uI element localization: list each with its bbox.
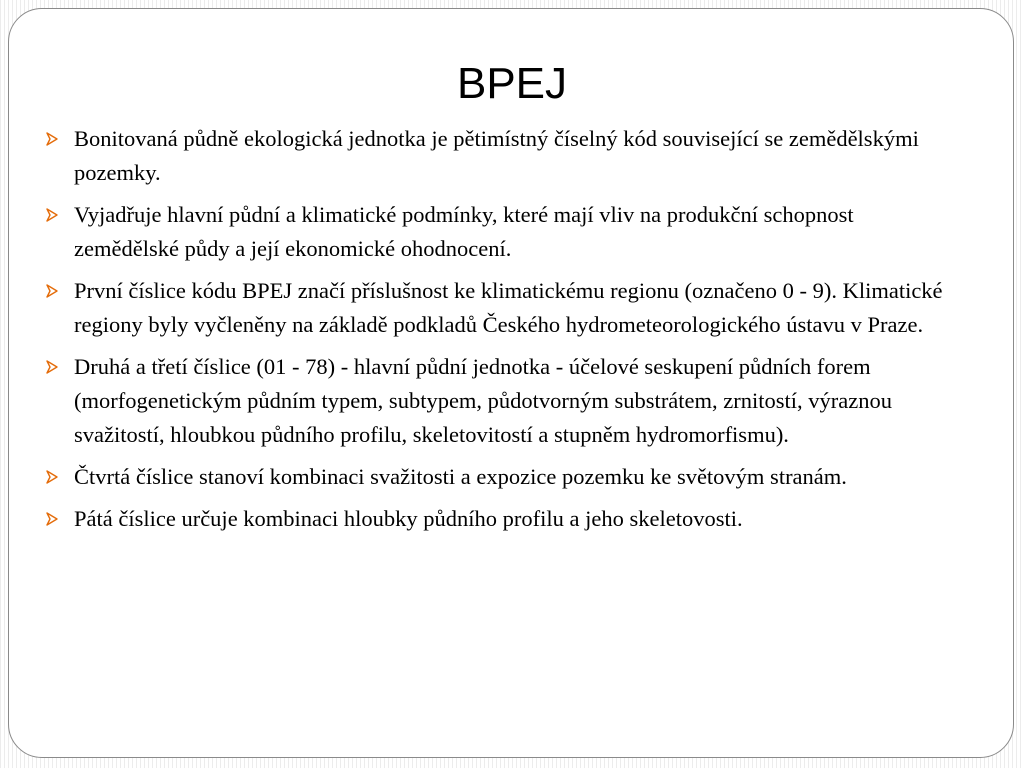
bullet-text: Pátá číslice určuje kombinaci hloubky půdního profilu a jeho skeletovosti. (74, 506, 743, 531)
arrowhead-bullet-icon (46, 512, 58, 526)
bullet-item (46, 274, 946, 342)
bullet-text: První číslice kódu BPEJ značí příslušnost ke klimatickému regionu (označeno 0 - 9). Klimatické regiony byly vyčleněny na základě podkladů Českého hydrometeorologického ústavu v Praze. (74, 278, 943, 337)
bullet-text: Čtvrtá číslice stanoví kombinaci svažitosti a expozice pozemku ke světovým stranám. (74, 464, 847, 489)
slide-title: BPEJ (456, 59, 568, 108)
arrowhead-bullet-icon (46, 360, 58, 374)
bullet-item (46, 460, 946, 494)
bullet-item (46, 122, 946, 190)
bullet-item (46, 198, 946, 266)
bullet-text: Bonitovaná půdně ekologická jednotka je pětimístný číselný kód související se zemědělskými pozemky. (74, 126, 919, 185)
arrowhead-bullet-icon (46, 470, 58, 484)
bullet-item (46, 350, 946, 452)
arrowhead-bullet-icon (46, 208, 58, 222)
arrowhead-bullet-icon (46, 132, 58, 146)
bullet-text: Druhá a třetí číslice (01 - 78) - hlavní půdní jednotka - účelové seskupení půdních forem (morfogenetickým půdním typem, subtypem, půdotvorným substrátem, zrnitostí, výraznou svažitostí, hloubkou půdního profilu, skeletovitostí a stupněm hydromorfismu). (74, 354, 892, 447)
bullet-item (46, 502, 946, 536)
bullet-text: Vyjadřuje hlavní půdní a klimatické podmínky, které mají vliv na produkční schopnost zemědělské půdy a její ekonomické ohodnocení. (74, 202, 854, 261)
bullet-list (46, 122, 946, 544)
arrowhead-bullet-icon (46, 284, 58, 298)
